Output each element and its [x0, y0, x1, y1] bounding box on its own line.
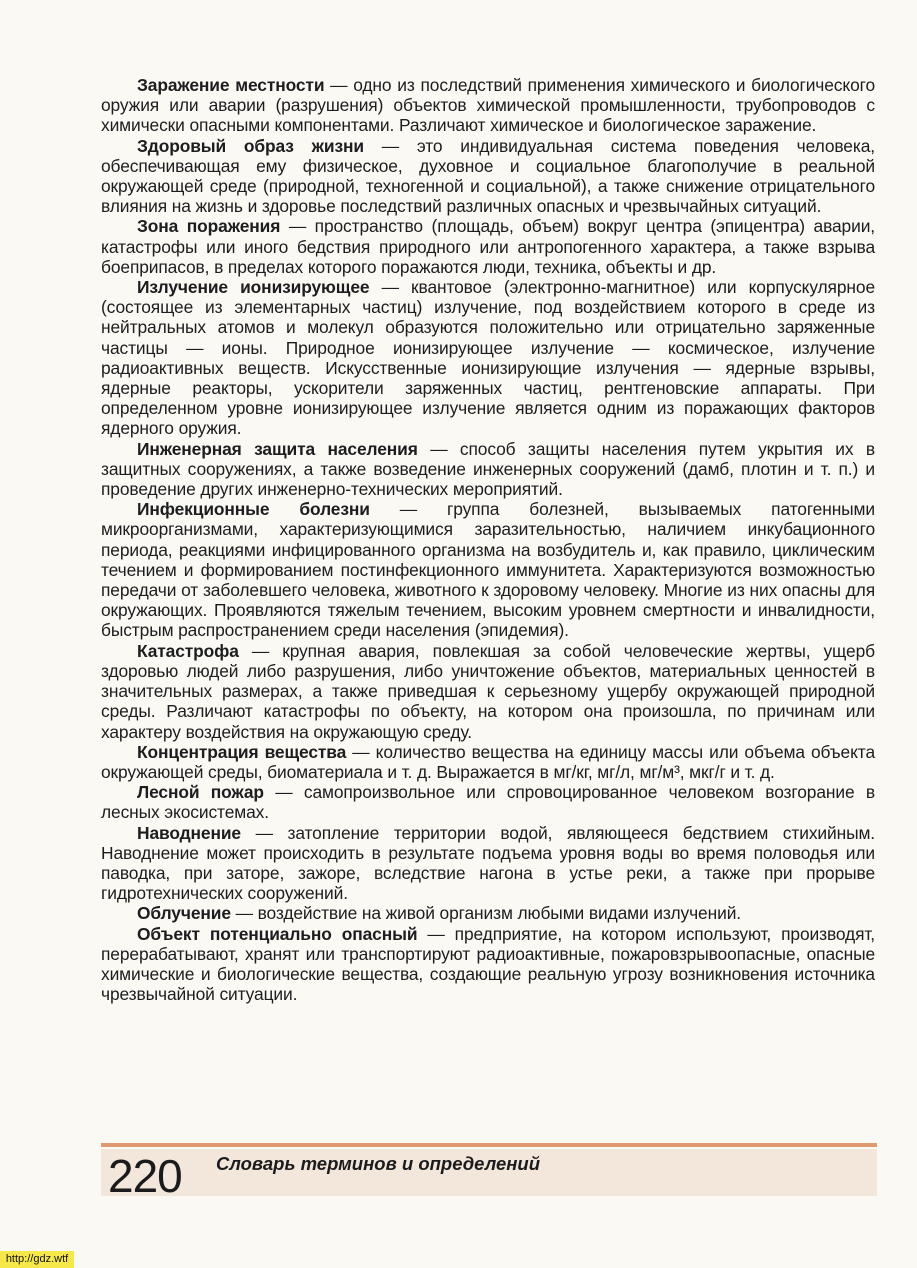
definition: — предприятие, на котором используют, производят, перерабатывают, хранят или транспортируют радиоактивные, пожаровзрывоопасные, опасные химические и биологические вещества, создающие реальную угрозу возникновения источника чрезвычайной ситуации.	[101, 923, 875, 1005]
glossary-entry	[101, 924, 875, 1005]
glossary-entry	[101, 641, 875, 742]
term: Лесной пожар	[137, 782, 264, 803]
glossary-entry	[101, 903, 875, 923]
section-title: Словарь терминов и определений	[216, 1153, 541, 1174]
glossary-entry	[101, 439, 875, 500]
term: Инженерная защита населения	[137, 438, 418, 459]
term: Катастрофа	[137, 640, 239, 661]
term: Наводнение	[137, 822, 241, 843]
definition: — это индивидуальная система поведения человека, обеспечивающая ему физическое, духовное и социальное благополучие в реальной окружающей среде (природной, техногенной и социальной), а также снижение отрицательного влияния на жизнь и здоровье последствий различных опасных и чрезвычайных ситуаций.	[101, 135, 875, 217]
definition: — количество вещества на единицу массы или объема объекта окружающей среды, биоматериала и т. д. Выражается в мг/кг, мг/л, мг/м³, мкг/г и т. д.	[101, 741, 875, 782]
glossary-entry	[101, 823, 875, 904]
glossary-entry	[101, 277, 875, 439]
page-number: 220	[108, 1150, 182, 1202]
glossary-entry	[101, 136, 875, 217]
glossary-entry	[101, 216, 875, 277]
term: Инфекционные болезни	[137, 499, 370, 520]
definition: — воздействие на живой организм любыми видами излучений.	[230, 903, 741, 924]
definition: — одно из последствий применения химического и биологического оружия или аварии (разрушения) объектов химической промышленности, трубопроводов с химически опасными компонентами. Различают химическое и биологическое заражение.	[101, 75, 876, 136]
term: Заражение местности	[137, 75, 325, 95]
definition: — затопление территории водой, являющееся бедствием стихийным. Наводнение может происходить в результате подъема уровня воды во время половодья или паводка, при заторе, зажоре, вследствие нагона в устье реки, а также при прорыве гидротехнических сооружений.	[101, 822, 875, 904]
term: Здоровый образ жизни	[137, 135, 364, 156]
definition: — группа болезней, вызываемых патогенными микроорганизмами, характеризующимися заразительностью, наличием инкубационного периода, реакциями инфицированного организма на возбудитель и, как правило, циклическим течением и формированием постинфекционного иммунитета. Характеризуются возможностью передачи от заболевшего человека, животного к здоровому человеку. Многие из них опасны для окружающих. Проявляются тяжелым течением, высоким уровнем смертности и инвалидности, быстрым распространением среди населения (эпидемия).	[101, 499, 875, 641]
definition: — самопроизвольное или спровоцированное человеком возгорание в лесных экосистемах.	[101, 782, 875, 823]
term: Зона поражения	[137, 216, 281, 237]
footer-divider	[101, 1143, 877, 1147]
glossary-entry	[101, 75, 875, 136]
definition: — пространство (площадь, объем) вокруг центра (эпицентра) аварии, катастрофы или иного бедствия природного или антропогенного характера, а также взрыва боеприпасов, в пределах которого поражаются люди, техника, объекты и др.	[101, 216, 875, 277]
definition: — крупная авария, повлекшая за собой человеческие жертвы, ущерб здоровью людей либо разрушения, либо уничтожение объектов, материальных ценностей в значительных размерах, а также приведшая к серьезному ущербу окружающей природной среды. Различают катастрофы по объекту, на котором она произошла, по причинам или характеру воздействия на окружающую среду.	[101, 640, 875, 742]
definition: — способ защиты населения путем укрытия их в защитных сооружениях, а также возведение инженерных сооружений (дамб, плотин и т. п.) и проведение других инженерно-технических мероприятий.	[101, 438, 875, 500]
glossary-entry	[101, 782, 875, 822]
watermark-link[interactable]: http://gdz.wtf	[0, 1251, 74, 1268]
glossary-text	[101, 75, 875, 1004]
term: Излучение ионизирующее	[137, 277, 370, 298]
term: Облучение	[137, 903, 231, 924]
definition: — квантовое (электронно-магнитное) или корпускулярное (состоящее из элементарных частиц) излучение, под воздействием которого в среде из нейтральных атомов и молекул образуются положительно или отрицательно заряженные частицы — ионы. Природное ионизирующее излучение — космическое, излучение радиоактивных веществ. Искусственные ионизирующие излучения — ядерные взрывы, ядерные реакторы, ускорители заряженных частиц, рентгеновские аппараты. При определенном уровне ионизирующее излучение является одним из поражающих факторов ядерного оружия.	[101, 277, 875, 439]
term: Объект потенциально опасный	[137, 923, 418, 944]
term: Концентрация вещества	[137, 741, 347, 762]
glossary-entry	[101, 742, 875, 782]
glossary-entry	[101, 499, 875, 640]
